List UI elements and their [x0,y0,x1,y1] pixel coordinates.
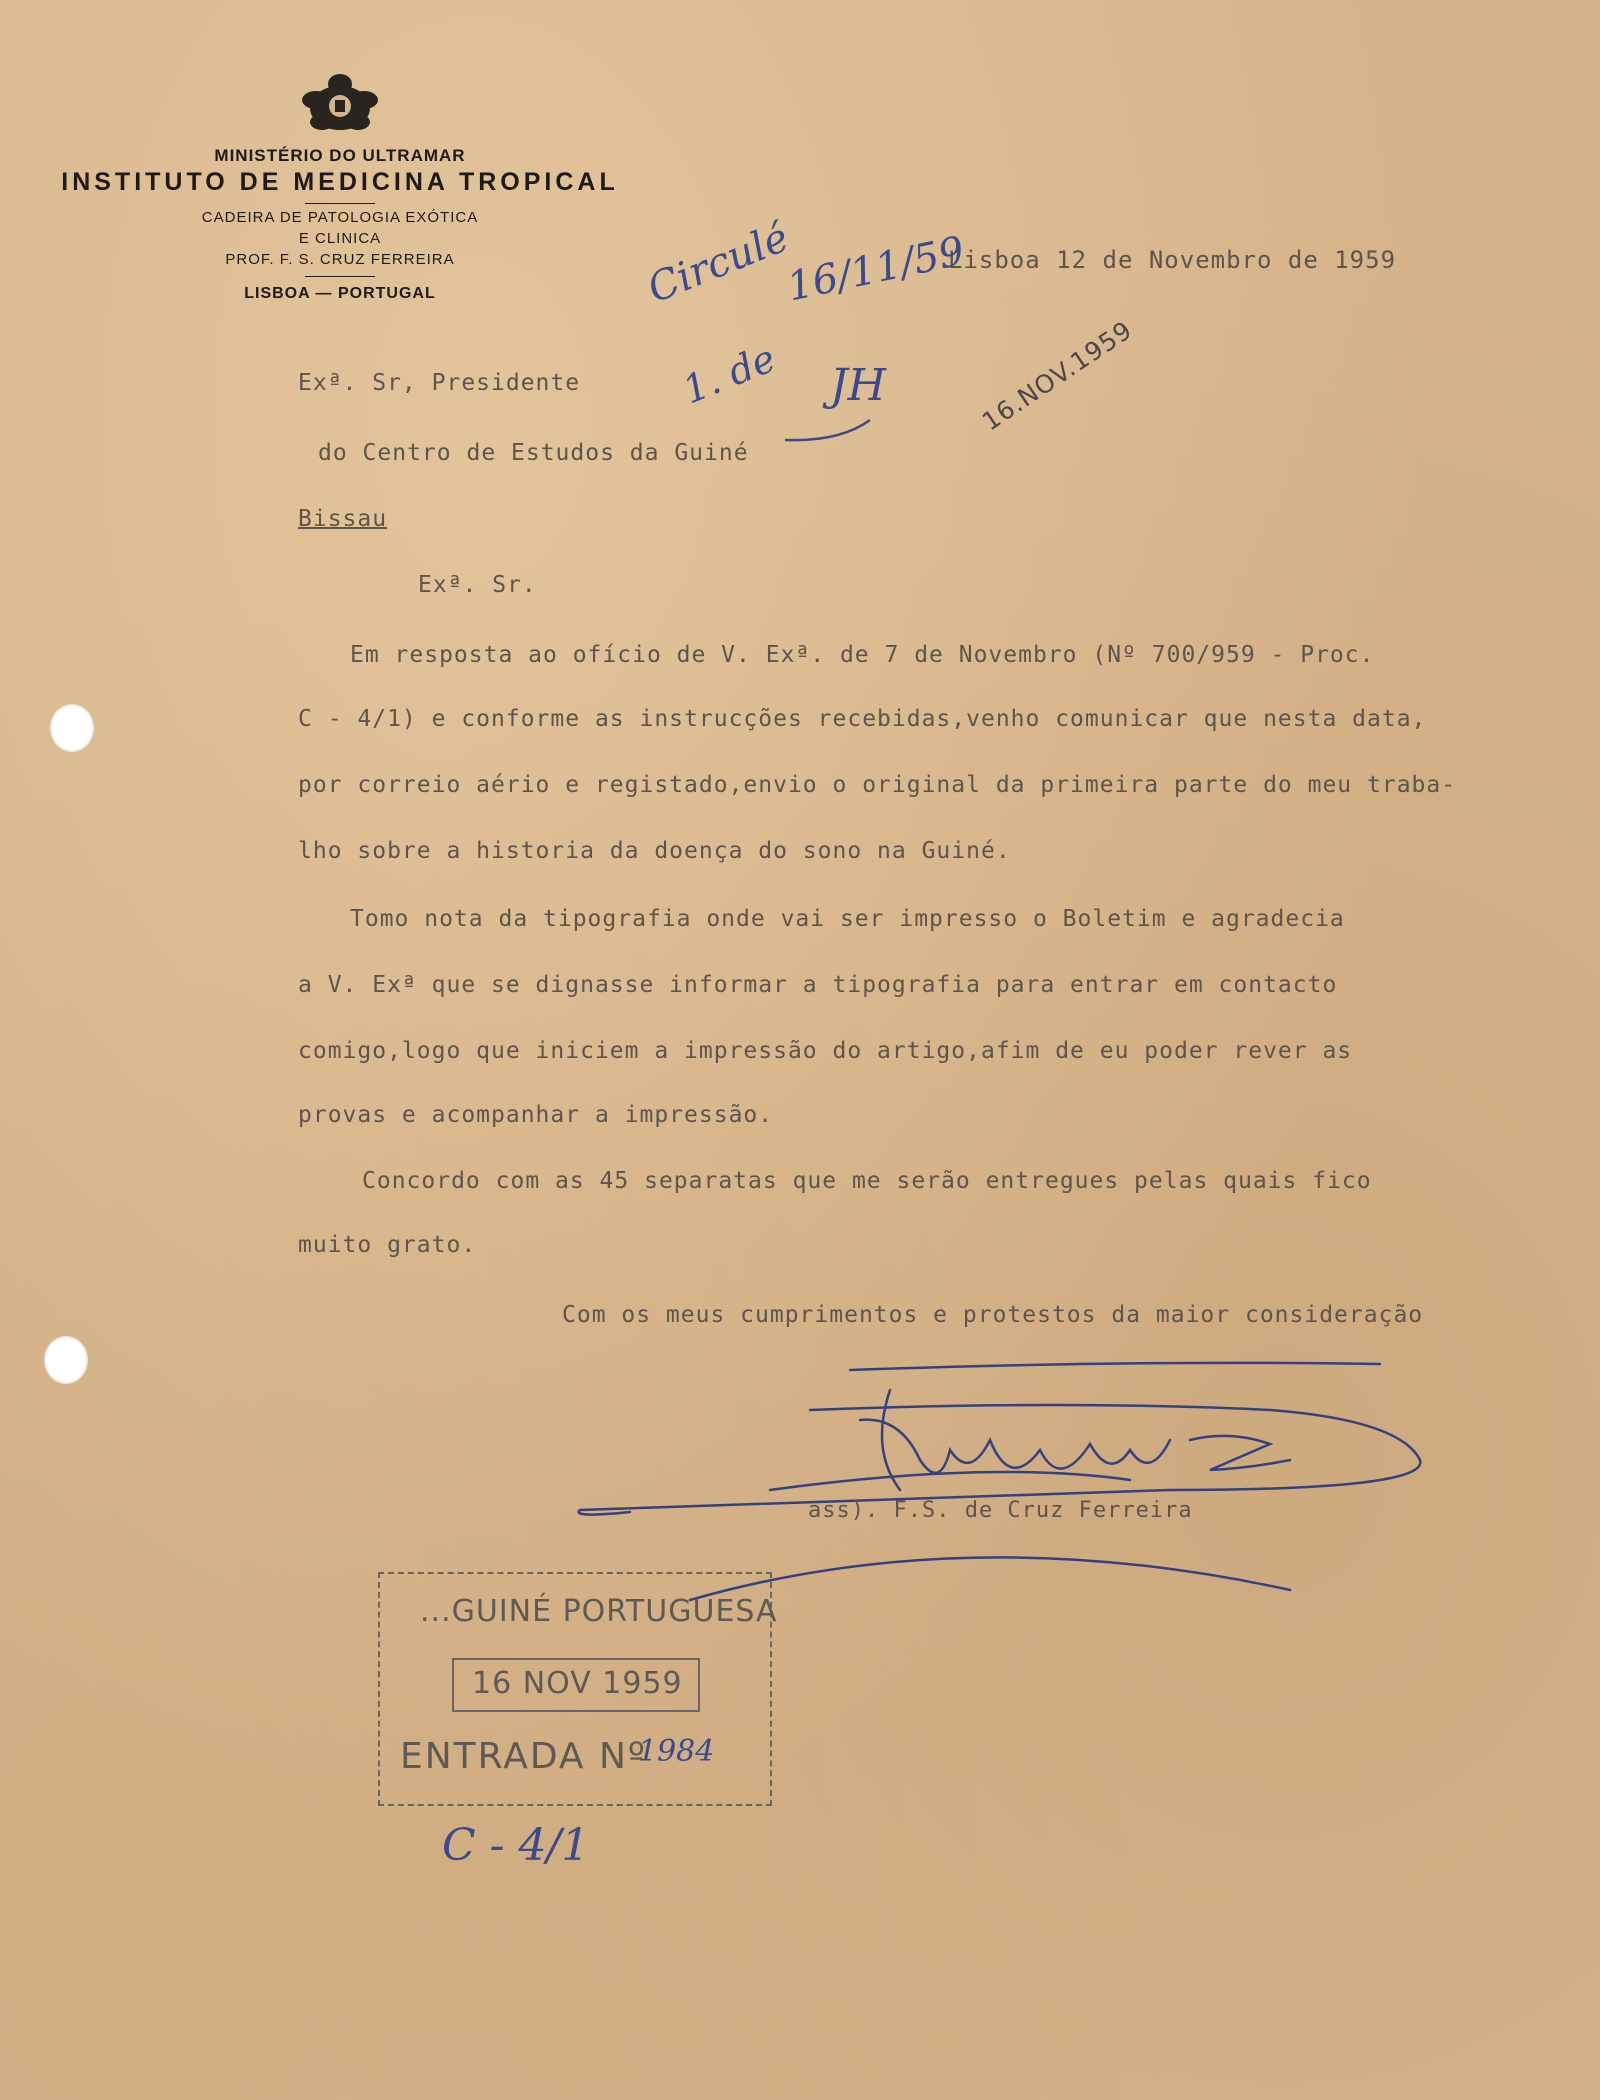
registry-stamp-entry-number: 1984 [638,1734,715,1769]
body-line-10: muito grato. [298,1232,477,1258]
department-line-2: E CLINICA [298,230,382,247]
letterhead-rule-2 [305,276,375,277]
handwritten-underline-stroke [780,400,900,460]
registry-stamp-entry-label: ENTRADA Nº [400,1736,647,1777]
punch-hole-top [50,704,94,752]
body-line-2: C - 4/1) e conforme as instrucções recebidas,venho comunicar que nesta data, [298,706,1427,732]
ministry-name: MINISTÉRIO DO ULTRAMAR [214,146,466,165]
body-line-8: provas e acompanhar a impressão. [298,1102,774,1128]
date-line: Lisboa 12 de Novembro de 1959 [948,246,1397,274]
letterhead [40,70,640,303]
body-line-5: Tomo nota da tipografia onde vai ser impresso o Boletim e agradecia [350,906,1345,932]
punch-hole-bottom [44,1336,88,1384]
registry-stamp [378,1572,778,1806]
letterhead-city: LISBOA — PORTUGAL [244,285,436,302]
body-line-1: Em resposta ao ofício de V. Exª. de 7 de Novembro (Nº 700/959 - Proc. [350,642,1375,668]
addressee-city: Bissau [298,506,388,532]
body-line-6: a V. Exª que se dignasse informar a tipografia para entrar em contacto [298,972,1338,998]
registry-stamp-date: 16 NOV 1959 [472,1666,683,1701]
addressee-line-1: Exª. Sr, Presidente [298,370,581,396]
professor-name: PROF. F. S. CRUZ FERREIRA [225,251,455,268]
institute-name: INSTITUTO DE MEDICINA TROPICAL [61,168,619,196]
handwritten-note-line1: Circulé [641,214,796,313]
salutation: Exª. Sr. [418,572,537,598]
handwritten-note-line2: 1. de [676,335,782,413]
addressee-line-2: do Centro de Estudos da Guiné [318,440,749,466]
body-line-3: por correio aério e registado,envio o original da primeira parte do meu traba- [298,772,1457,798]
handwritten-initials: JH [830,360,887,411]
registry-stamp-title: ...GUINÉ PORTUGUESA [420,1594,778,1629]
handwritten-note-date: 16/11/59 [783,228,969,311]
letterhead-rule [305,203,375,204]
department-line-1: CADEIRA DE PATOLOGIA EXÓTICA [201,209,479,226]
closing-line: Com os meus cumprimentos e protestos da maior consideração [562,1302,1424,1328]
registry-stamp-date-box [452,1658,700,1712]
body-line-9: Concordo com as 45 separatas que me serão entregues pelas quais fico [362,1168,1372,1194]
file-reference: C - 4/1 [442,1820,590,1871]
body-line-7: comigo,logo que iniciem a impressão do artigo,afim de eu poder rever as [298,1038,1353,1064]
coat-of-arms-emblem [292,70,388,140]
body-line-4: lho sobre a historia da doença do sono na Guiné. [298,838,1011,864]
received-date-stamp: 16.NOV.1959 [976,315,1138,437]
signature-typed-name: ass). F.S. de Cruz Ferreira [808,1498,1193,1523]
